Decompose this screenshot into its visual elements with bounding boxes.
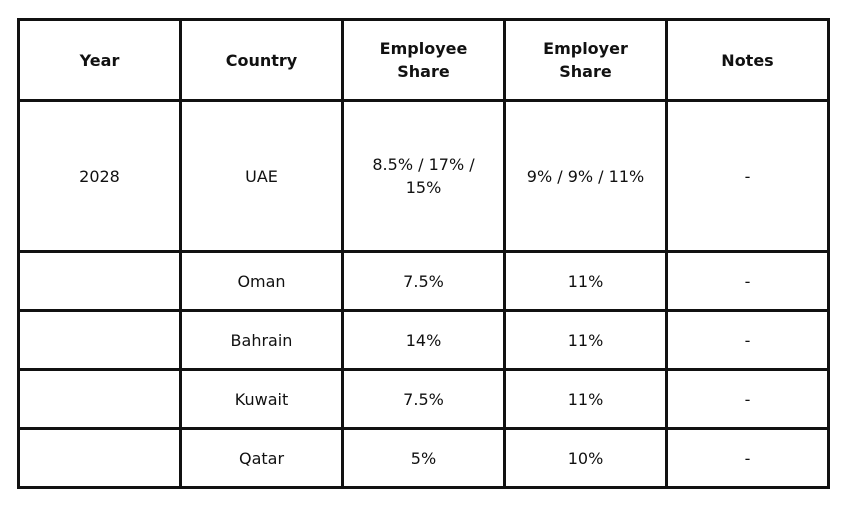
header-employer-share: Employer Share <box>505 20 667 101</box>
cell-country: Bahrain <box>181 311 343 370</box>
cell-employee-share: 14% <box>343 311 505 370</box>
table-row <box>19 252 829 311</box>
cell-year: 2028 <box>19 101 181 252</box>
cell-notes: - <box>667 101 829 252</box>
cell-employer-share: 10% <box>505 429 667 488</box>
cell-employee-share: 7.5% <box>343 252 505 311</box>
cell-employer-share: 11% <box>505 252 667 311</box>
table-header-row <box>19 20 829 101</box>
cell-notes: - <box>667 311 829 370</box>
cell-year <box>19 252 181 311</box>
header-country: Country <box>181 20 343 101</box>
cell-year <box>19 311 181 370</box>
header-year: Year <box>19 20 181 101</box>
contributions-table-container <box>17 18 830 489</box>
cell-employee-share: 8.5% / 17% / 15% <box>343 101 505 252</box>
cell-country: UAE <box>181 101 343 252</box>
table-row <box>19 370 829 429</box>
cell-country: Kuwait <box>181 370 343 429</box>
table-row <box>19 311 829 370</box>
cell-employer-share: 9% / 9% / 11% <box>505 101 667 252</box>
cell-country: Qatar <box>181 429 343 488</box>
header-employee-share: Employee Share <box>343 20 505 101</box>
cell-employer-share: 11% <box>505 370 667 429</box>
table-row <box>19 429 829 488</box>
cell-employee-share: 5% <box>343 429 505 488</box>
cell-year <box>19 429 181 488</box>
contributions-table <box>17 18 830 489</box>
header-notes: Notes <box>667 20 829 101</box>
cell-notes: - <box>667 370 829 429</box>
cell-employer-share: 11% <box>505 311 667 370</box>
table-row <box>19 101 829 252</box>
cell-notes: - <box>667 429 829 488</box>
cell-employee-share: 7.5% <box>343 370 505 429</box>
cell-year <box>19 370 181 429</box>
cell-country: Oman <box>181 252 343 311</box>
cell-notes: - <box>667 252 829 311</box>
